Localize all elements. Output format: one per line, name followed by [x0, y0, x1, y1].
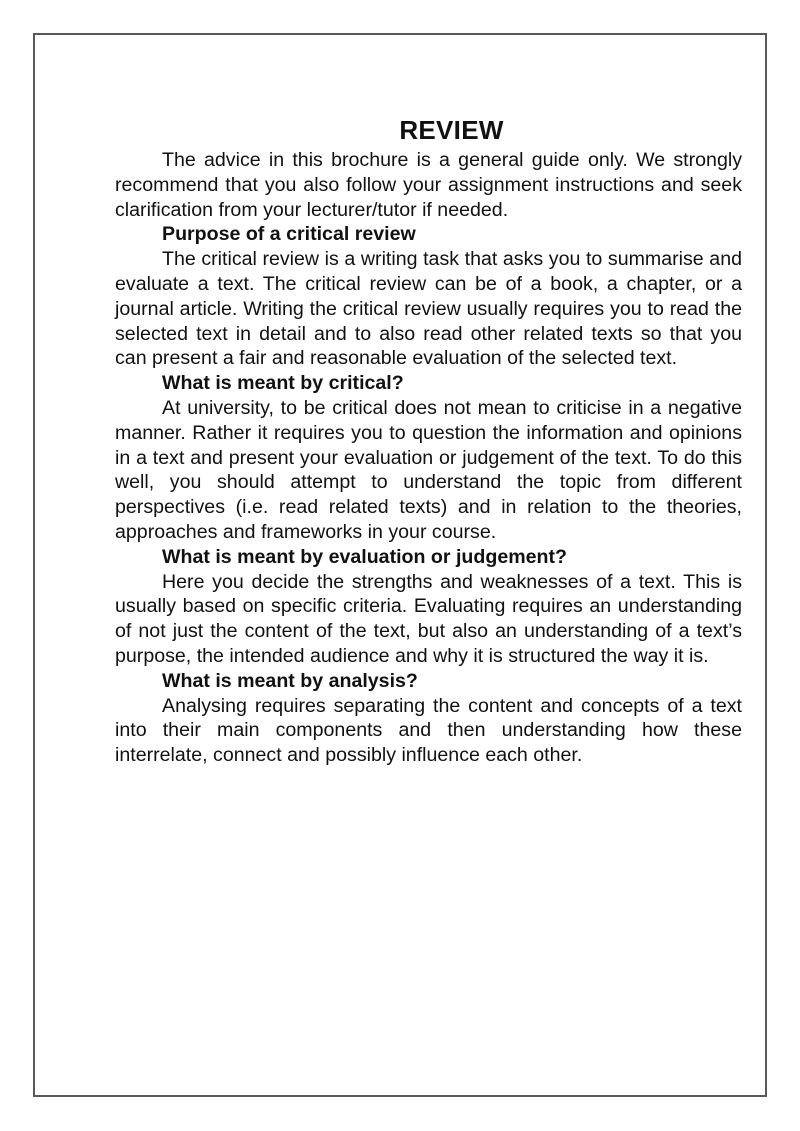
section-body-purpose: The critical review is a writing task that asks you to summarise and evaluate a text. The critical review can be of a book, a chapter, or a journal article. Writing the critical review usually requires you to read the selected text in detail and to also read other related texts so that you can present a fair and reasonable evaluation of the selected text. — [115, 248, 742, 370]
document-body — [115, 112, 742, 768]
section-body-evaluation: Here you decide the strengths and weaknesses of a text. This is usually based on specific criteria. Evaluating requires an understanding of not just the content of the text, but also an understanding of a text’s purpose, the intended audience and why it is structured the way it is. — [115, 570, 742, 667]
section-heading-purpose: Purpose of a critical review — [162, 223, 416, 246]
section-heading-analysis: What is meant by analysis? — [162, 669, 418, 692]
section-body-analysis: Analysing requires separating the content and concepts of a text into their main components and then understanding how these interrelate, connect and possibly influence each other. — [115, 694, 742, 767]
section-heading-critical: What is meant by critical? — [162, 372, 404, 395]
intro-paragraph: The advice in this brochure is a general guide only. We strongly recommend that you also follow your assignment instructions and seek clarification from your lecturer/tutor if needed. — [115, 149, 742, 221]
document-title: REVIEW — [399, 115, 504, 145]
section-heading-evaluation: What is meant by evaluation or judgement? — [162, 545, 567, 568]
section-body-critical: At university, to be critical does not mean to criticise in a negative manner. Rather it requires you to question the information and opinions in a text and present your evaluation or judgement of the text. To do this well, you should attempt to understand the topic from different perspectives (i.e. read related texts) and in relation to the theories, approaches and frameworks in your course. — [115, 396, 742, 543]
